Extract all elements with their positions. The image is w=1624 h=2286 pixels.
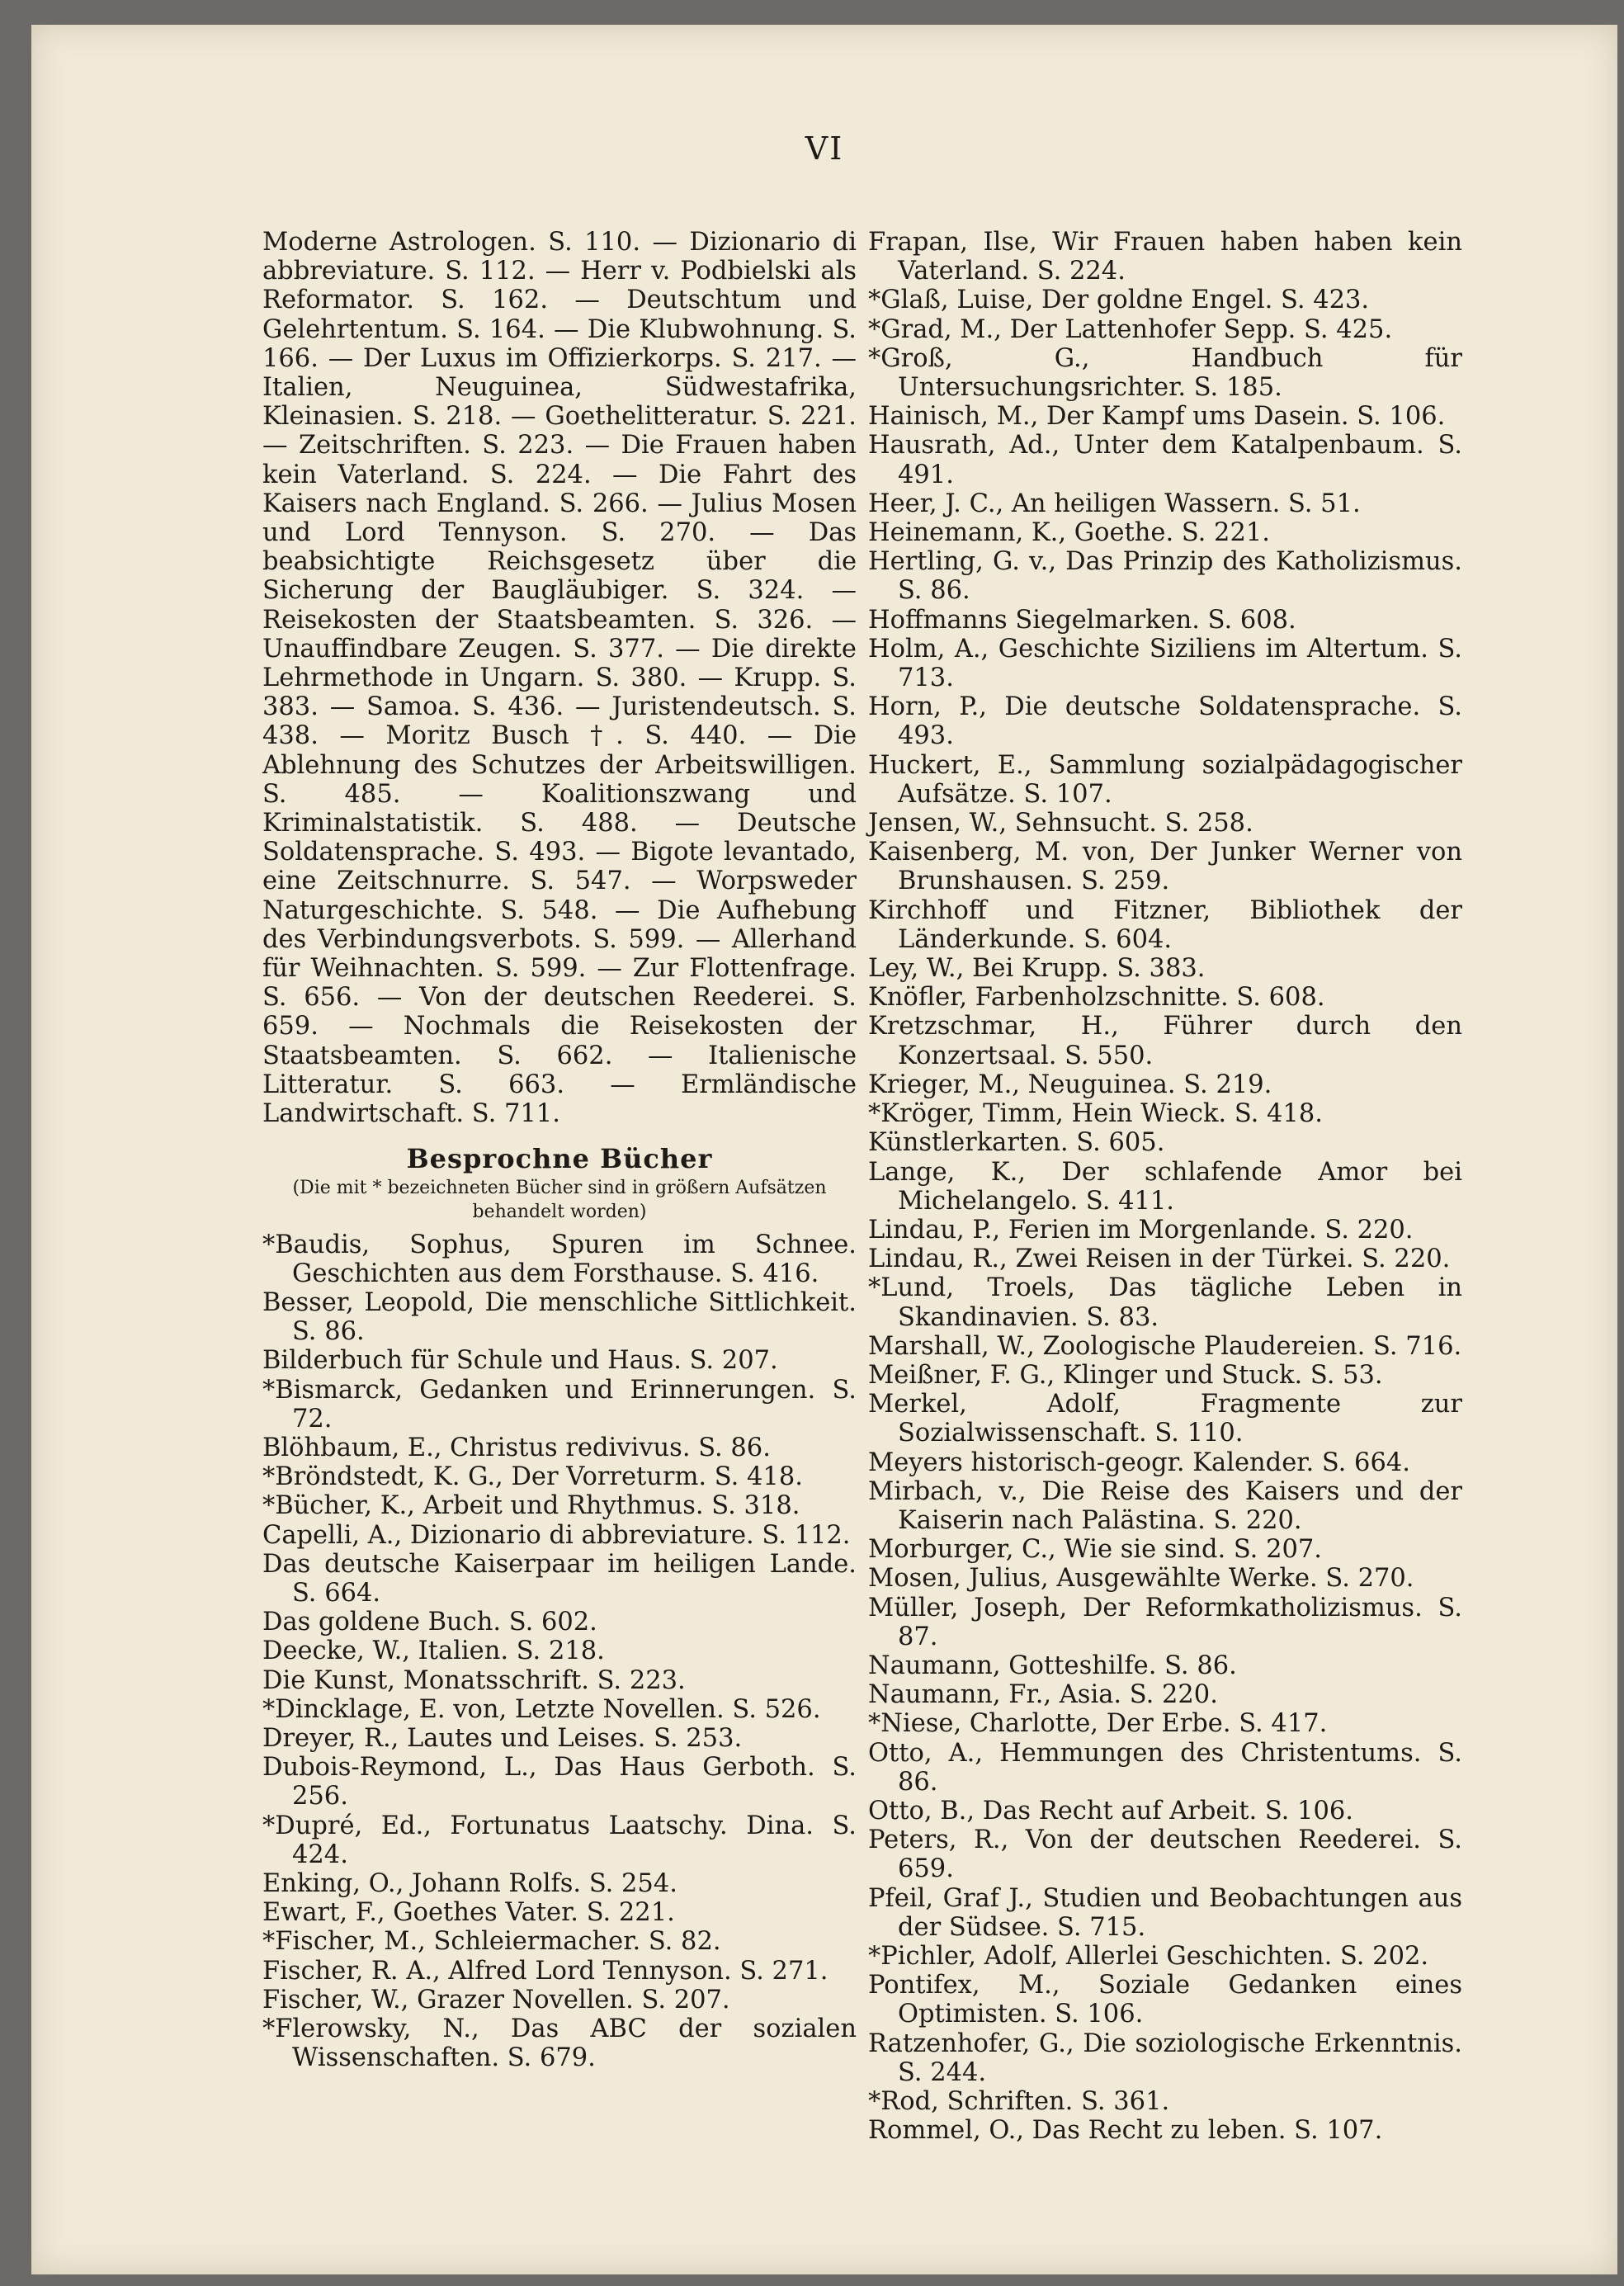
right-entry-list	[868, 228, 1462, 2145]
section-note: (Die mit * bezeichneten Bücher sind in größern Aufsätzen behandelt worden)	[292, 1177, 827, 1222]
continued-paragraph: Moderne Astrologen. S. 110. — Dizionario di abbreviature. S. 112. — Herr v. Podbielski als Reformator. S. 162. — Deutschtum und Gelehrtentum. S. 164. — Die Klubwohnung. S. 166. — Der Luxus im Offizierkorps. S. 217. — Italien, Neuguinea, Südwestafrika, Kleinasien. S. 218. — Goethelitteratur. S. 221. — Zeitschriften. S. 223. — Die Frauen haben kein Vaterland. S. 224. — Die Fahrt des Kaisers nach England. S. 266. — Julius Mosen und Lord Tennyson. S. 270. — Das beabsichtigte Reichsgesetz über die Sicherung der Baugläubiger. S. 324. — Reisekosten der Staatsbeamten. S. 326. — Unauffindbare Zeugen. S. 377. — Die direkte Lehrmethode in Ungarn. S. 380. — Krupp. S. 383. — Samoa. S. 436. — Juristendeutsch. S. 438. — Moritz Busch †. S. 440. — Die Ablehnung des Schutzes der Arbeitswilligen. S. 485. — Koalitionszwang und Kriminalstatistik. S. 488. — Deutsche Soldatensprache. S. 493. — Bigote levantado, eine Zeitschnurre. S. 547. — Worpsweder Naturgeschichte. S. 548. — Die Aufhebung des Verbindungsverbots. S. 599. — Allerhand für Weihnachten. S. 599. — Zur Flottenfrage. S. 656. — Von der deutschen Reederei. S. 659. — Nochmals die Reisekosten der Staatsbeamten. S. 662. — Italienische Litteratur. S. 663. — Ermländische Landwirtschaft. S. 711.	[262, 228, 857, 1129]
book-entry: Heinemann, K., Goethe. S. 221.	[868, 518, 1270, 548]
right-column	[868, 228, 1462, 2145]
book-entry: *Bücher, K., Arbeit und Rhythmus. S. 318.	[262, 1491, 800, 1521]
book-entry: *Niese, Charlotte, Der Erbe. S. 417.	[868, 1709, 1328, 1739]
book-entry: *Baudis, Sophus, Spuren im Schnee. Geschichten aus dem Forsthause. S. 416.	[262, 1230, 857, 1288]
book-entry: Ewart, F., Goethes Vater. S. 221.	[262, 1898, 675, 1928]
book-entry: Hoffmanns Siegelmarken. S. 608.	[868, 605, 1296, 635]
page-sheet	[31, 25, 1617, 2274]
book-entry: Knöfler, Farbenholzschnitte. S. 608.	[868, 983, 1325, 1013]
left-column	[262, 228, 857, 2072]
book-entry: Fischer, W., Grazer Novellen. S. 207.	[262, 1985, 730, 2014]
book-entry: Horn, P., Die deutsche Soldatensprache. S. 493.	[868, 692, 1462, 751]
book-entry: Merkel, Adolf, Fragmente zur Sozialwissenschaft. S. 110.	[868, 1390, 1462, 1448]
book-entry: Capelli, A., Dizionario di abbreviature. S. 112.	[262, 1520, 851, 1550]
book-entry: Naumann, Fr., Asia. S. 220.	[868, 1680, 1218, 1710]
book-entry: *Fischer, M., Schleiermacher. S. 82.	[262, 1927, 721, 1957]
book-entry: Hausrath, Ad., Unter dem Katalpenbaum. S. 491.	[868, 431, 1462, 489]
book-entry: *Groß, G., Handbuch für Untersuchungsrichter. S. 185.	[868, 343, 1462, 403]
book-entry: Ley, W., Bei Krupp. S. 383.	[868, 954, 1206, 984]
book-entry: Otto, B., Das Recht auf Arbeit. S. 106.	[868, 1796, 1353, 1825]
book-entry: Heer, J. C., An heiligen Wassern. S. 51.	[868, 489, 1361, 518]
book-entry: Kretzschmar, H., Führer durch den Konzertsaal. S. 550.	[868, 1012, 1462, 1070]
book-entry: Marshall, W., Zoologische Plaudereien. S. 716.	[868, 1331, 1462, 1361]
book-entry: Müller, Joseph, Der Reformkatholizismus. S. 87.	[868, 1593, 1462, 1651]
book-entry: *Grad, M., Der Lattenhofer Sepp. S. 425.	[868, 314, 1393, 344]
book-entry: Hertling, G. v., Das Prinzip des Katholizismus. S. 86.	[868, 547, 1462, 606]
book-entry: Lindau, R., Zwei Reisen in der Türkei. S. 220.	[868, 1245, 1451, 1274]
book-entry: Otto, A., Hemmungen des Christentums. S. 86.	[868, 1738, 1462, 1797]
section-heading: Besprochne Bücher	[406, 1143, 713, 1175]
book-entry: Kaisenberg, M. von, Der Junker Werner von Brunshausen. S. 259.	[868, 838, 1462, 896]
book-entry: Peters, R., Von der deutschen Reederei. S. 659.	[868, 1825, 1462, 1884]
book-entry: Krieger, M., Neuguinea. S. 219.	[868, 1070, 1272, 1099]
book-entry: Rommel, O., Das Recht zu leben. S. 107.	[868, 2116, 1383, 2146]
book-entry: Dreyer, R., Lautes und Leises. S. 253.	[262, 1723, 743, 1753]
book-entry: *Bröndstedt, K. G., Der Vorreturm. S. 418.	[262, 1462, 803, 1492]
book-entry: Meißner, F. G., Klinger und Stuck. S. 53.	[868, 1360, 1383, 1390]
book-entry: *Dincklage, E. von, Letzte Novellen. S. 526.	[262, 1694, 821, 1724]
book-entry: Das deutsche Kaiserpaar im heiligen Lande. S. 664.	[262, 1549, 857, 1608]
book-entry: Hainisch, M., Der Kampf ums Dasein. S. 106.	[868, 402, 1446, 432]
book-entry: *Rod, Schriften. S. 361.	[868, 2087, 1170, 2116]
page-number: VI	[805, 130, 844, 167]
book-entry: *Lund, Troels, Das tägliche Leben in Skandinavien. S. 83.	[868, 1273, 1462, 1332]
left-entry-list	[262, 1230, 857, 2073]
book-entry: Huckert, E., Sammlung sozialpädagogischer Aufsätze. S. 107.	[868, 750, 1462, 809]
book-entry: Lange, K., Der schlafende Amor bei Michelangelo. S. 411.	[868, 1157, 1462, 1216]
book-entry: Morburger, C., Wie sie sind. S. 207.	[868, 1535, 1322, 1565]
book-entry: Das goldene Buch. S. 602.	[262, 1608, 597, 1637]
book-entry: *Pichler, Adolf, Allerlei Geschichten. S. 202.	[868, 1941, 1429, 1971]
book-entry: Dubois-Reymond, L., Das Haus Gerboth. S. 256.	[262, 1753, 857, 1811]
book-entry: Deecke, W., Italien. S. 218.	[262, 1637, 605, 1666]
book-entry: Die Kunst, Monatsschrift. S. 223.	[262, 1665, 686, 1695]
book-entry: Holm, A., Geschichte Siziliens im Altertum. S. 713.	[868, 634, 1462, 693]
book-entry: *Dupré, Ed., Fortunatus Laatschy. Dina. S. 424.	[262, 1811, 857, 1869]
book-entry: Mosen, Julius, Ausgewählte Werke. S. 270.	[868, 1564, 1414, 1594]
book-entry: Besser, Leopold, Die menschliche Sittlichkeit. S. 86.	[262, 1287, 857, 1347]
book-entry: Lindau, P., Ferien im Morgenlande. S. 220.	[868, 1215, 1414, 1245]
book-entry: Mirbach, v., Die Reise des Kaisers und der Kaiserin nach Palästina. S. 220.	[868, 1476, 1462, 1535]
book-entry: Enking, O., Johann Rolfs. S. 254.	[262, 1868, 677, 1898]
book-entry: *Glaß, Luise, Der goldne Engel. S. 423.	[868, 286, 1370, 315]
book-entry: Bilderbuch für Schule und Haus. S. 207.	[262, 1346, 778, 1376]
book-entry: Naumann, Gotteshilfe. S. 86.	[868, 1651, 1237, 1680]
book-entry: Jensen, W., Sehnsucht. S. 258.	[868, 809, 1253, 838]
book-entry: Pfeil, Graf J., Studien und Beobachtungen aus der Südsee. S. 715.	[868, 1883, 1462, 1942]
book-entry: Frapan, Ilse, Wir Frauen haben haben kein Vaterland. S. 224.	[868, 228, 1462, 286]
book-entry: Kirchhoff und Fitzner, Bibliothek der Länderkunde. S. 604.	[868, 895, 1462, 954]
book-entry: Künstlerkarten. S. 605.	[868, 1128, 1165, 1158]
book-entry: Meyers historisch-geogr. Kalender. S. 664.	[868, 1448, 1410, 1477]
book-entry: *Flerowsky, N., Das ABC der sozialen Wissenschaften. S. 679.	[262, 2014, 857, 2073]
book-entry: Fischer, R. A., Alfred Lord Tennyson. S. 271.	[262, 1956, 829, 1986]
book-entry: *Bismarck, Gedanken und Erinnerungen. S. 72.	[262, 1375, 857, 1433]
book-entry: *Kröger, Timm, Hein Wieck. S. 418.	[868, 1099, 1323, 1129]
book-entry: Pontifex, M., Soziale Gedanken eines Optimisten. S. 106.	[868, 1971, 1462, 2029]
book-entry: Blöhbaum, E., Christus redivivus. S. 86.	[262, 1433, 771, 1462]
book-entry: Ratzenhofer, G., Die soziologische Erkenntnis. S. 244.	[868, 2029, 1462, 2087]
